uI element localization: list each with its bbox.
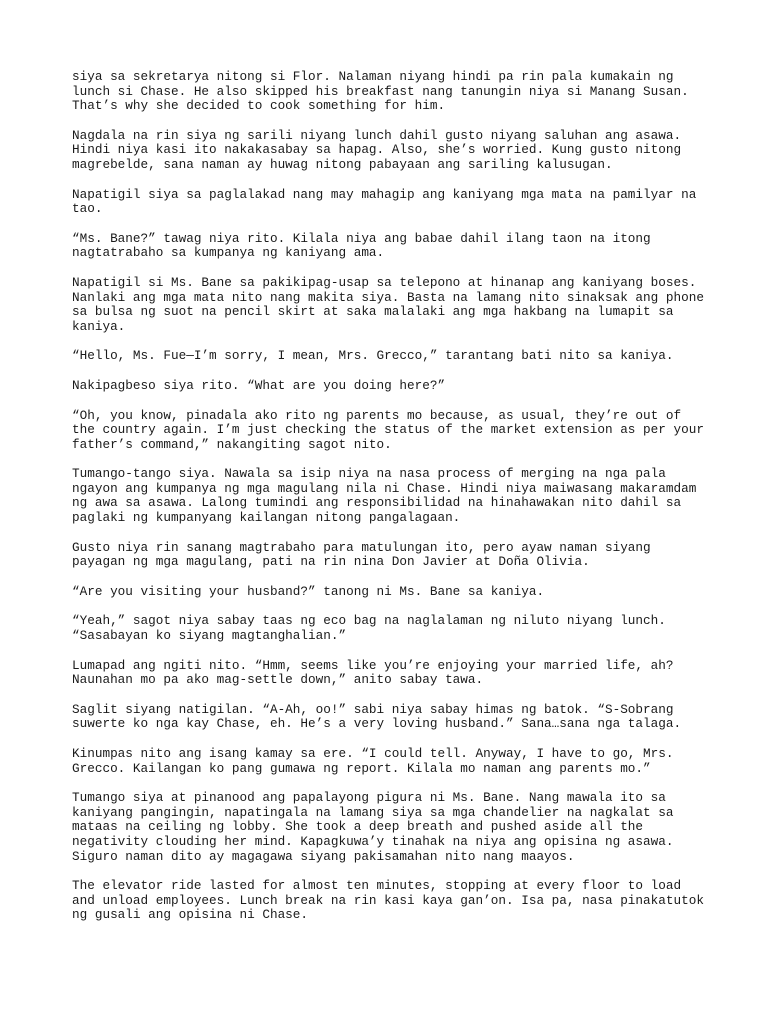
paragraph — [72, 232, 700, 261]
text-line: ngayon ang kumpanya ng mga magulang nila ni Chase. Hindi niya maiwasang makaramdam — [72, 480, 697, 496]
text-line: mataas na ceiling ng lobby. She took a deep breath and pushed aside all the — [72, 819, 644, 835]
paragraph — [72, 703, 700, 732]
text-line: lunch si Chase. He also skipped his breakfast nang tanungin niya si Manang Susan. — [72, 83, 689, 99]
text-line: Nakipagbeso siya rito. “What are you doing here?” — [72, 377, 446, 393]
text-line: Kinumpas nito ang isang kamay sa ere. “I could tell. Anyway, I have to go, Mrs. — [72, 746, 674, 761]
text-line: “Oh, you know, pinadala ako rito ng parents mo because, as usual, they’re out of — [72, 407, 682, 423]
text-line: “Hello, Ms. Fue—I’m sorry, I mean, Mrs. Grecco,” tarantang bati nito sa kaniya. — [72, 348, 674, 364]
paragraph — [72, 791, 700, 864]
text-line: Nanlaki ang mga mata nito nang makita siya. Basta na lamang nito sinaksak ang phone — [72, 289, 704, 305]
text-line: Napatigil si Ms. Bane sa pakikipag-usap sa telepono at hinanap ang kaniyang boses. — [72, 274, 697, 290]
text-line: father’s command,” nakangiting sagot nito. — [72, 436, 392, 452]
text-line: Nagdala na rin siya ng sarili niyang lunch dahil gusto niyang saluhan ang asawa. — [72, 127, 682, 143]
text-line: negativity clouding her mind. Kapagkuwa’y tinahak na niya ang opisina ng asawa. — [72, 833, 674, 849]
text-line: suwerte ko nga kay Chase, eh. He’s a very loving husband.” Sana…sana nga talaga. — [72, 716, 682, 732]
text-line: kaniyang pangingin, napatingala na lamang siya sa mga chandelier na nagkalat sa — [72, 804, 674, 820]
paragraph — [72, 467, 700, 525]
text-line: the country again. I’m just checking the status of the market extension as per your — [72, 422, 704, 438]
text-line: Grecco. Kailangan ko pang gumawa ng report. Kilala mo naman ang parents mo.” — [72, 760, 651, 776]
text-line: Napatigil siya sa paglalakad nang may mahagip ang kaniyang mga mata na pamilyar na — [72, 186, 697, 202]
paragraph — [72, 129, 700, 173]
paragraph — [72, 585, 700, 600]
text-line: Tumango-tango siya. Nawala sa isip niya na nasa process of merging na nga pala — [72, 466, 666, 482]
text-line: “Ms. Bane?” tawag niya rito. Kilala niya ang babae dahil ilang taon na itong — [72, 230, 651, 246]
document-page — [72, 69, 704, 938]
paragraph — [72, 349, 700, 364]
text-line: ng awa sa asawa. Lalong tumindi ang responsibilidad na hinahawakan nito dahil sa — [72, 495, 682, 511]
paragraph — [72, 70, 700, 114]
paragraph — [72, 274, 704, 334]
paragraph — [72, 878, 704, 923]
text-line: siya sa sekretarya nitong si Flor. Nalaman niyang hindi pa rin pala kumakain ng — [72, 69, 674, 84]
text-line: Naunahan mo pa ako mag-settle down,” anito sabay tawa. — [72, 672, 484, 688]
text-line: Lumapad ang ngiti nito. “Hmm, seems like you’re enjoying your married life, ah? — [72, 657, 674, 673]
text-line: Tumango siya at pinanood ang papalayong pigura ni Ms. Bane. Nang mawala ito sa — [72, 790, 666, 806]
text-line: paglaki ng kumpanyang kailangan nitong pangalagaan. — [72, 510, 461, 526]
text-line: “Are you visiting your husband?” tanong ni Ms. Bane sa kaniya. — [72, 583, 545, 599]
text-line: Siguro naman dito ay magagawa siyang pakisamahan nito nang maayos. — [72, 848, 575, 864]
text-line: The elevator ride lasted for almost ten minutes, stopping at every floor to load — [72, 878, 682, 894]
text-line: sa bulsa ng suot na pencil skirt at saka malalaki ang mga hakbang na lumapit sa — [72, 304, 674, 320]
text-line: That’s why she decided to cook something for him. — [72, 98, 446, 114]
text-line: “Yeah,” sagot niya sabay taas ng eco bag na naglalaman ng niluto niyang lunch. — [72, 613, 666, 629]
text-line: payagan ng mga magulang, pati na rin nina Don Javier at Doña Olivia. — [72, 554, 590, 570]
text-line: tao. — [72, 201, 103, 217]
text-line: ng gusali ang opisina ni Chase. — [72, 907, 309, 923]
text-line: Saglit siyang natigilan. “A-Ah, oo!” sabi niya sabay himas ng batok. “S-Sobrang — [72, 701, 674, 717]
paragraph — [72, 747, 700, 776]
paragraph — [72, 659, 700, 688]
paragraph — [72, 188, 700, 217]
text-line: and unload employees. Lunch break na rin kasi kaya gan’on. Isa pa, nasa pinakatutok — [72, 892, 704, 908]
text-line: “Sasabayan ko siyang magtanghalian.” — [72, 628, 347, 644]
text-line: Hindi niya kasi ito nakakasabay sa hapag. Also, she’s worried. Kung gusto nitong — [72, 142, 682, 158]
paragraph — [72, 407, 704, 453]
text-line: magrebelde, sana naman ay huwag nitong pabayaan ang sariling kalusugan. — [72, 156, 613, 172]
paragraph — [72, 614, 700, 643]
text-line: nagtatrabaho sa kumpanya ng kaniyang ama. — [72, 245, 385, 261]
paragraph — [72, 541, 700, 570]
paragraph — [72, 379, 700, 394]
text-line: kaniya. — [72, 318, 126, 334]
text-line: Gusto niya rin sanang magtrabaho para matulungan ito, pero ayaw naman siyang — [72, 539, 651, 555]
